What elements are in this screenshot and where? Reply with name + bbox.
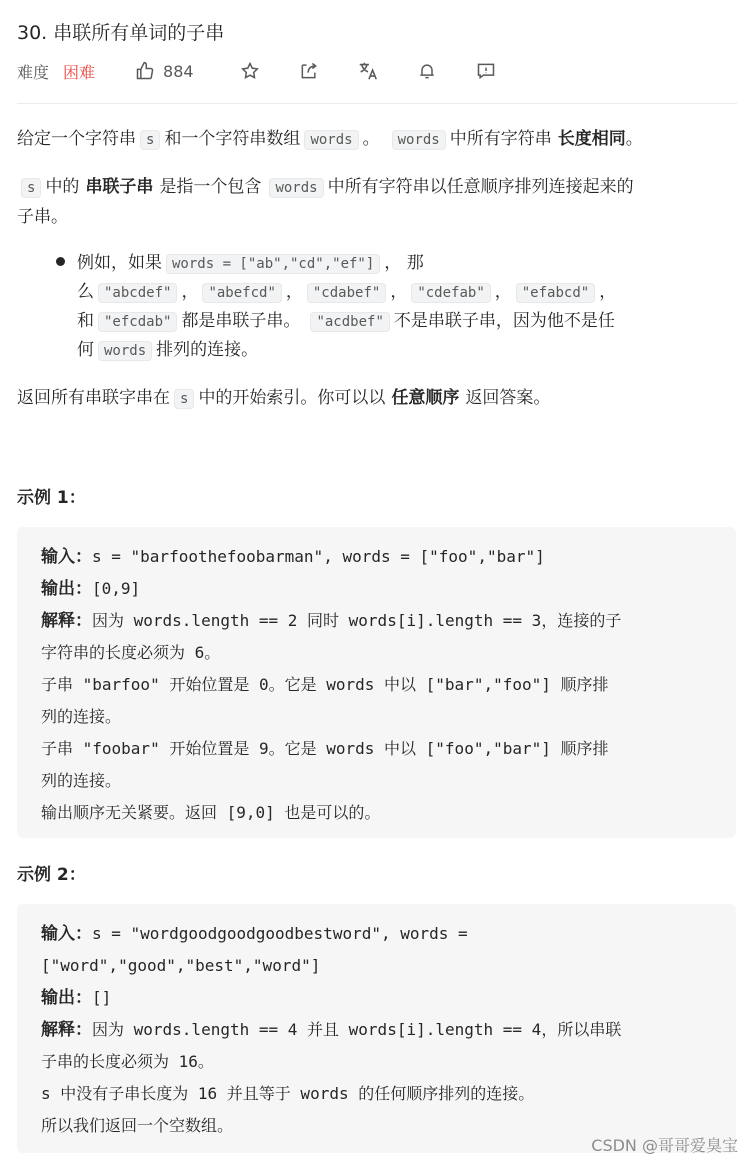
text: 都是串联子串。 bbox=[181, 311, 301, 331]
example-line bbox=[41, 797, 712, 829]
code-text: [] bbox=[92, 988, 112, 1007]
code-text: 子串 "foobar" 开始位置是 9。它是 words 中以 ["foo","bar"] 顺序排 bbox=[41, 739, 609, 758]
example-2-block bbox=[17, 904, 736, 1153]
text: 返回所有串联字串在 bbox=[17, 388, 170, 408]
code-text: 子串的长度必须为 16。 bbox=[41, 1052, 214, 1071]
example-line bbox=[41, 1046, 712, 1078]
difficulty-label: 难度 bbox=[17, 62, 50, 82]
example-line bbox=[41, 765, 712, 797]
inline-code: s bbox=[174, 389, 194, 409]
example-line bbox=[41, 1078, 712, 1110]
list-item-line bbox=[77, 278, 616, 308]
inline-code: "efabcd" bbox=[516, 283, 595, 303]
notification-button[interactable] bbox=[415, 59, 439, 83]
inline-code: "abefcd" bbox=[202, 283, 281, 303]
example-line bbox=[41, 637, 712, 669]
favorite-button[interactable] bbox=[238, 59, 262, 83]
inline-code: "acdbef" bbox=[310, 312, 389, 332]
text: ， bbox=[390, 282, 408, 302]
thumb-up-icon bbox=[135, 61, 155, 81]
inline-code: s bbox=[140, 130, 160, 150]
example-line bbox=[41, 573, 712, 605]
inline-code: words = ["ab","cd","ef"] bbox=[166, 254, 380, 274]
text: 中所有字符串 bbox=[449, 129, 552, 149]
bold-text: 任意顺序 bbox=[391, 388, 460, 408]
label: 输入： bbox=[41, 547, 92, 567]
bold-text: 长度相同 bbox=[557, 129, 626, 149]
text: ， 那 bbox=[384, 253, 424, 273]
code-text: s = "wordgoodgoodgoodbestword", words = bbox=[92, 924, 468, 943]
inline-code: "efcdab" bbox=[98, 312, 177, 332]
text: 中所有字符串以任意顺序排列连接起来的 bbox=[327, 177, 634, 197]
label: 输出： bbox=[41, 988, 92, 1008]
text: 中的 bbox=[45, 177, 80, 197]
code-text: 因为 words.length == 2 同时 words[i].length == 3，连接的子 bbox=[92, 611, 622, 630]
translate-icon bbox=[357, 60, 379, 82]
text: 何 bbox=[77, 340, 94, 360]
text: 排列的连接。 bbox=[156, 340, 259, 360]
example-line bbox=[41, 982, 712, 1014]
example-line bbox=[41, 605, 712, 637]
like-count: 884 bbox=[163, 61, 194, 81]
code-text: 输出顺序无关紧要。返回 [9,0] 也是可以的。 bbox=[41, 803, 381, 822]
text: 不是串联子串，因为他不是任 bbox=[393, 311, 615, 331]
list-item-line bbox=[77, 307, 615, 337]
inline-code: words bbox=[392, 130, 446, 150]
inline-code: "cdefab" bbox=[411, 283, 490, 303]
inline-code: words bbox=[304, 130, 358, 150]
bell-icon bbox=[417, 61, 437, 81]
bold-text: 串联子串 bbox=[85, 177, 154, 197]
inline-code: "abcdef" bbox=[98, 283, 177, 303]
code-text: s = "barfoothefoobarman", words = ["foo","bar"] bbox=[92, 547, 545, 566]
text: 例如，如果 bbox=[77, 253, 162, 273]
example-line bbox=[41, 1014, 712, 1046]
text: 。 bbox=[362, 129, 380, 149]
example-line bbox=[41, 918, 712, 950]
label: 输入： bbox=[41, 924, 92, 944]
text: 和 bbox=[77, 311, 94, 331]
example-line bbox=[41, 669, 712, 701]
share-icon bbox=[299, 61, 319, 81]
feedback-icon bbox=[476, 61, 496, 81]
text: 是指一个包含 bbox=[159, 177, 262, 197]
code-text: [0,9] bbox=[92, 579, 141, 598]
list-item-line bbox=[77, 249, 424, 279]
code-text: 子串 "barfoo" 开始位置是 0。它是 words 中以 ["bar","foo"] 顺序排 bbox=[41, 675, 609, 694]
star-icon bbox=[240, 61, 260, 81]
like-button[interactable] bbox=[135, 61, 194, 81]
label: 输出： bbox=[41, 579, 92, 599]
code-text: 所以我们返回一个空数组。 bbox=[41, 1116, 234, 1135]
inline-code: words bbox=[269, 178, 323, 198]
list-bullet bbox=[56, 257, 65, 266]
label: 解释： bbox=[41, 1020, 92, 1040]
watermark: CSDN @哥哥爱臭宝 bbox=[591, 1136, 738, 1155]
description-p1 bbox=[17, 125, 643, 155]
code-text: 列的连接。 bbox=[41, 707, 122, 726]
inline-code: s bbox=[21, 178, 41, 198]
code-text: 列的连接。 bbox=[41, 771, 122, 790]
description-p3 bbox=[17, 384, 550, 414]
text: 给定一个字符串 bbox=[17, 129, 136, 149]
text: ， bbox=[599, 282, 617, 302]
difficulty-badge: 困难 bbox=[63, 62, 96, 82]
share-button[interactable] bbox=[297, 59, 321, 83]
description-p2 bbox=[17, 173, 737, 232]
list-item-line bbox=[77, 336, 258, 366]
header-divider bbox=[17, 103, 737, 104]
inline-code: words bbox=[98, 341, 152, 361]
example-1-title: 示例 1： bbox=[17, 488, 86, 508]
label: 解释： bbox=[41, 611, 92, 631]
text: ， bbox=[181, 282, 199, 302]
text: 子串。 bbox=[17, 207, 68, 227]
example-1-block bbox=[17, 527, 736, 838]
code-text: 因为 words.length == 4 并且 words[i].length == 4，所以串联 bbox=[92, 1020, 622, 1039]
code-text: s 中没有子串长度为 16 并且等于 words 的任何顺序排列的连接。 bbox=[41, 1084, 535, 1103]
translate-button[interactable] bbox=[356, 59, 380, 83]
feedback-button[interactable] bbox=[474, 59, 498, 83]
text: ， bbox=[494, 282, 512, 302]
text: ， bbox=[285, 282, 303, 302]
text: 么 bbox=[77, 282, 94, 302]
code-text: 字符串的长度必须为 6。 bbox=[41, 643, 221, 662]
example-line bbox=[41, 950, 712, 982]
page-title: 30. 串联所有单词的子串 bbox=[17, 22, 225, 44]
code-text: ["word","good","best","word"] bbox=[41, 956, 321, 975]
example-line bbox=[41, 541, 712, 573]
text: 和一个字符串数组 bbox=[164, 129, 301, 149]
text: 返回答案。 bbox=[465, 388, 551, 408]
text: 。 bbox=[625, 129, 643, 149]
text: 中的开始索引。你可以以 bbox=[198, 388, 386, 408]
example-line bbox=[41, 701, 712, 733]
inline-code: "cdabef" bbox=[307, 283, 386, 303]
example-line bbox=[41, 733, 712, 765]
problem-meta bbox=[17, 58, 498, 84]
example-2-title: 示例 2： bbox=[17, 865, 86, 885]
